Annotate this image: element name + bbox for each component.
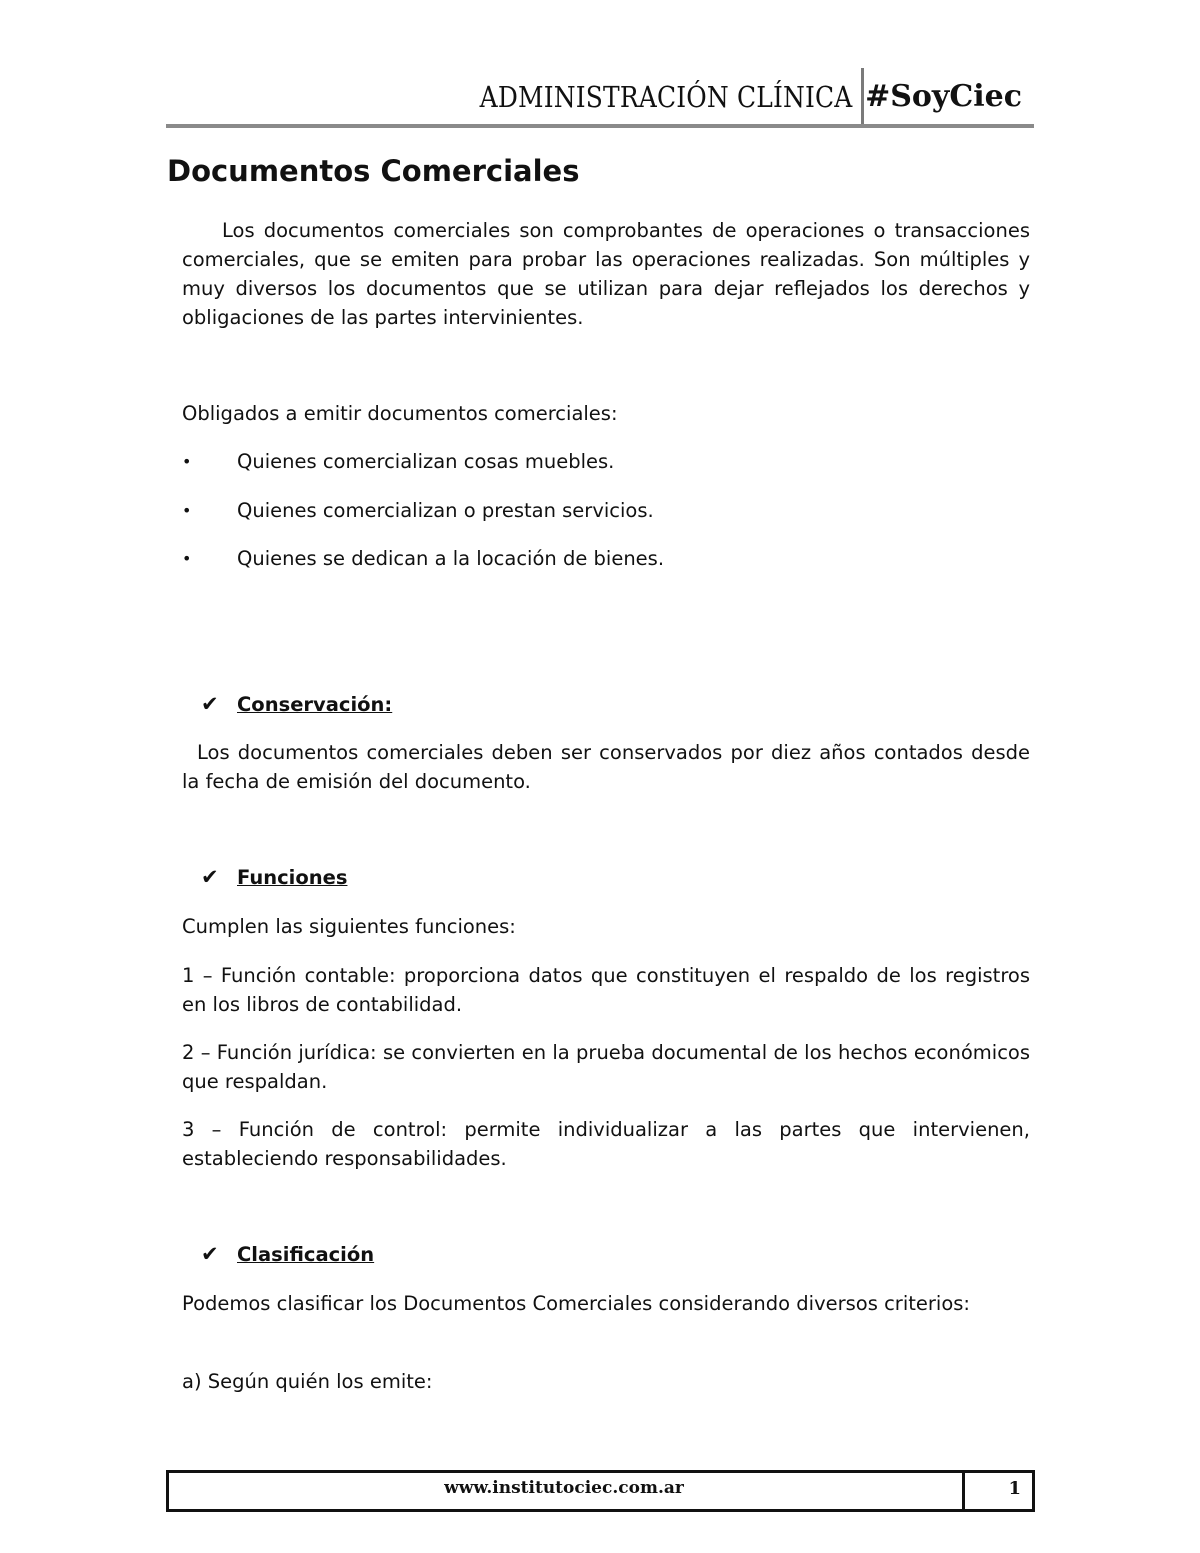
- list-item-text: Quienes comercializan cosas muebles.: [237, 450, 615, 473]
- document-title: Documentos Comerciales: [167, 154, 580, 188]
- page-number: [965, 1478, 1035, 1499]
- page-header: [166, 66, 1034, 130]
- funcion-item: 2 – Función jurídica: se convierten en la prueba documental de los hechos económicos que respaldan.: [182, 1041, 1030, 1093]
- header-hashtag: #SoyCiec: [865, 79, 1022, 114]
- list-item-text: Quienes se dedican a la locación de bienes.: [237, 547, 665, 570]
- section-heading-text: Conservación:: [237, 693, 393, 716]
- clasificacion-item-a: a) Según quién los emite:: [182, 1370, 433, 1393]
- funcion-item: 3 – Función de control: permite individualizar a las partes que intervienen, estableciendo responsabilidades.: [182, 1118, 1030, 1170]
- footer-website-link[interactable]: www.institutociec.com.ar: [444, 1478, 684, 1498]
- header-rule: [166, 124, 1034, 128]
- section-heading-text: Clasificación: [237, 1243, 375, 1266]
- clasificacion-paragraph: Podemos clasificar los Documentos Comerciales considerando diversos criterios:: [182, 1292, 970, 1315]
- page-number-text: 1: [1008, 1478, 1021, 1499]
- header-separator: [861, 68, 864, 126]
- funciones-intro: Cumplen las siguientes funciones:: [182, 915, 516, 938]
- obligated-title: Obligados a emitir documentos comerciales:: [182, 402, 618, 425]
- checkmark-icon: ✔: [201, 692, 219, 716]
- section-clasificacion-heading: [201, 1240, 374, 1269]
- section-conservacion-heading: [201, 690, 392, 719]
- checkmark-icon: ✔: [201, 1242, 219, 1266]
- conservacion-paragraph: Los documentos comerciales deben ser conservados por diez años contados desde la fecha de emisión del documento.: [182, 741, 1030, 793]
- page-footer: [166, 1470, 1035, 1512]
- bullet-icon: •: [182, 500, 192, 520]
- checkmark-icon: ✔: [201, 865, 219, 889]
- list-item-text: Quienes comercializan o prestan servicios.: [237, 498, 654, 522]
- header-title: ADMINISTRACIÓN CLÍNICA: [479, 80, 852, 114]
- intro-paragraph: Los documentos comerciales son comprobantes de operaciones o transacciones comerciales, que se emiten para probar las operaciones realizadas. Son múltiples y muy diversos los documentos que se utilizan para dejar reflejados los derechos y obligaciones de las partes intervinientes.: [182, 219, 1030, 329]
- section-heading-text: Funciones: [237, 866, 348, 889]
- funcion-item: 1 – Función contable: proporciona datos que constituyen el respaldo de los registros en los libros de contabilidad.: [182, 964, 1030, 1016]
- bullet-icon: •: [182, 452, 192, 471]
- section-funciones-heading: [201, 863, 347, 892]
- bullet-icon: •: [182, 549, 192, 568]
